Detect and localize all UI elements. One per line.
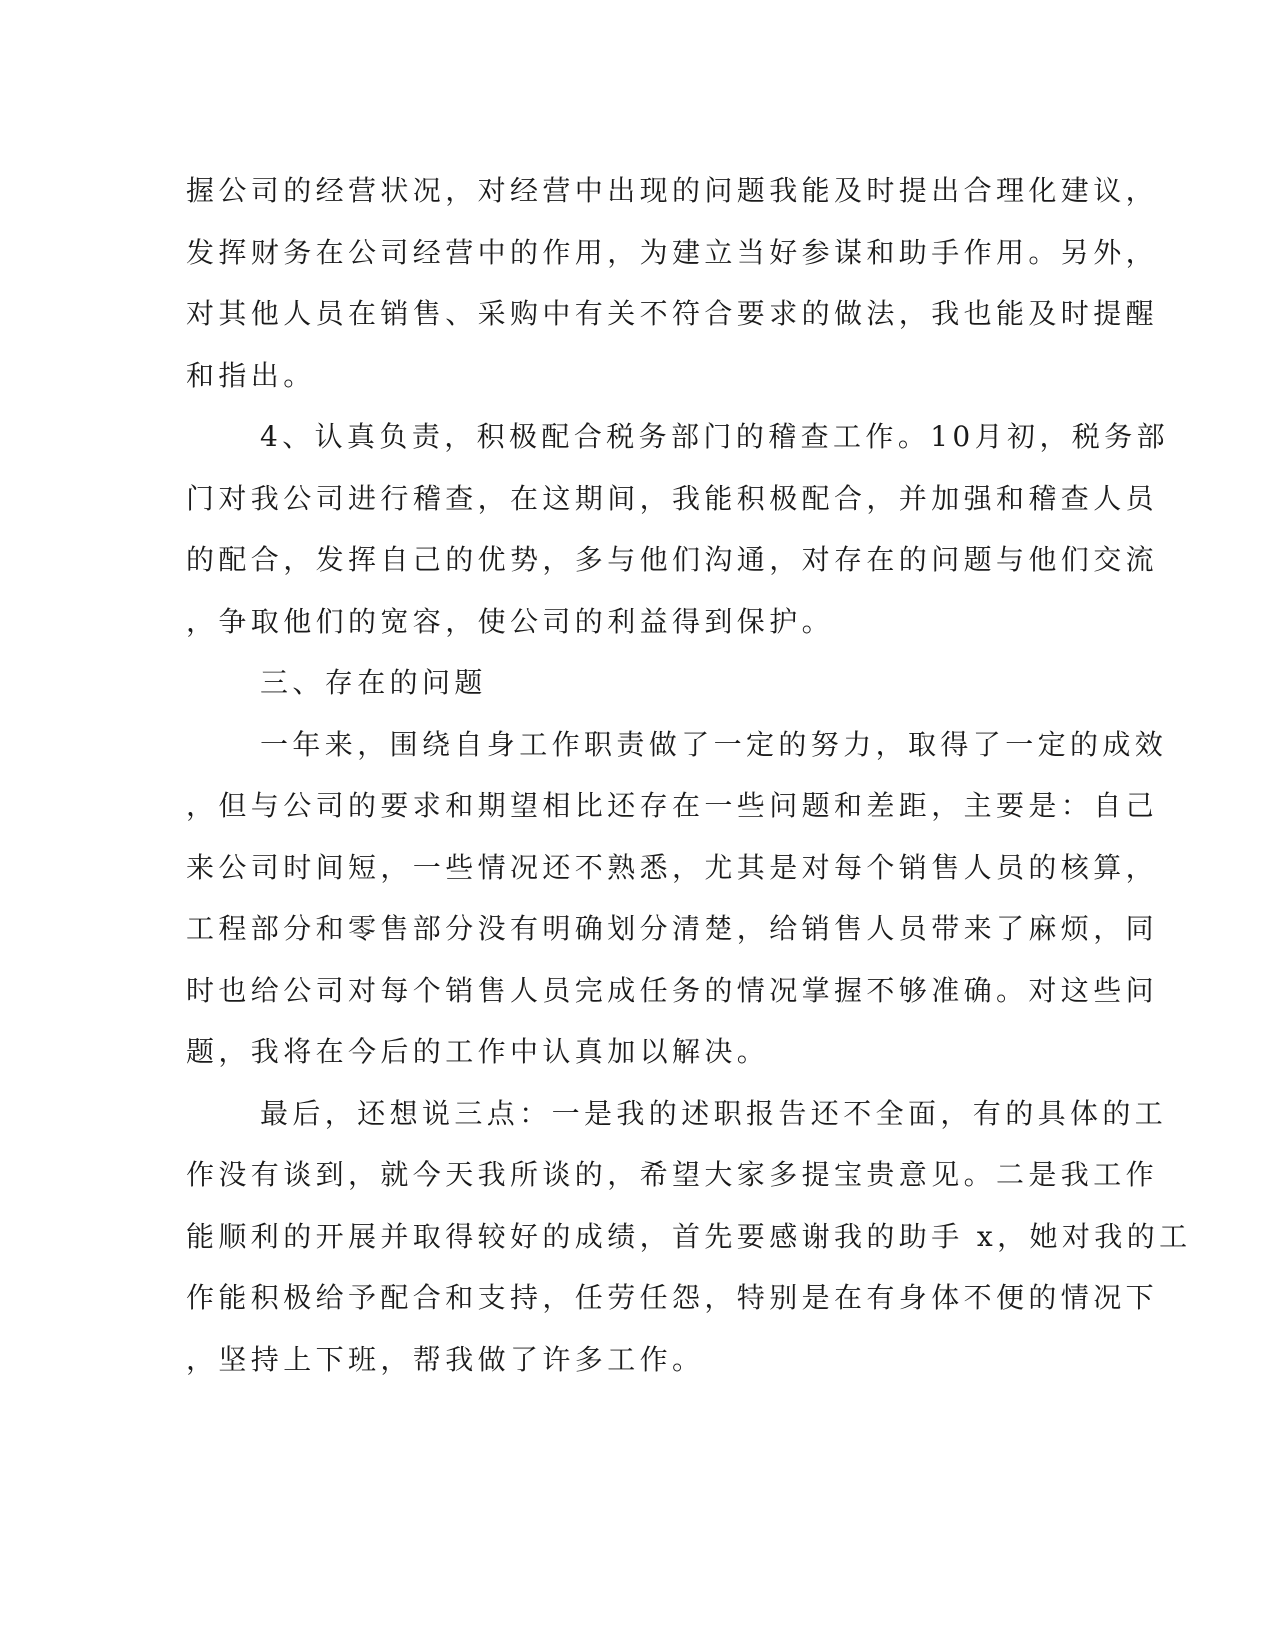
paragraph	[186, 1083, 1192, 1391]
paragraph	[186, 406, 1170, 652]
text-line: 对其他人员在销售、采购中有关不符合要求的做法，我也能及时提醒	[186, 297, 1159, 330]
text-line: 最后，还想说三点：一是我的述职报告还不全面，有的具体的工	[260, 1096, 1168, 1130]
paragraph	[186, 160, 1159, 406]
text-line: ，争取他们的宽容，使公司的利益得到保护。	[186, 604, 835, 638]
text-line: 门对我公司进行稽查，在这期间，我能积极配合，并加强和稽查人员	[186, 481, 1159, 515]
text-line: 能顺利的开展并取得较好的成绩，首先要感谢我的助手 x，她对我的工	[186, 1219, 1192, 1253]
section-heading	[186, 652, 1066, 714]
paragraph	[186, 714, 1168, 1083]
text-line: 和指出。	[186, 358, 316, 392]
text-line: ，坚持上下班，帮我做了许多工作。	[186, 1342, 705, 1376]
text-line: 作没有谈到，就今天我所谈的，希望大家多提宝贵意见。二是我工作	[186, 1158, 1159, 1191]
text-line: 作能积极给予配合和支持，任劳任怨，特别是在有身体不便的情况下	[186, 1281, 1159, 1314]
text-line: 时也给公司对每个销售人员完成任务的情况掌握不够准确。对这些问	[186, 973, 1159, 1007]
text-line: 握公司的经营状况，对经营中出现的问题我能及时提出合理化建议，	[186, 174, 1159, 207]
text-line: 题，我将在今后的工作中认真加以解决。	[186, 1035, 770, 1068]
text-line: ，但与公司的要求和期望相比还存在一些问题和差距，主要是：自己	[186, 789, 1159, 822]
text-line: 工程部分和零售部分没有明确划分清楚，给销售人员带来了麻烦，同	[186, 912, 1159, 945]
text-line: 的配合，发挥自己的优势，多与他们沟通，对存在的问题与他们交流	[186, 543, 1159, 576]
text-line: 一年来，围绕自身工作职责做了一定的努力，取得了一定的成效	[260, 727, 1168, 761]
text-line: 发挥财务在公司经营中的作用，为建立当好参谋和助手作用。另外，	[186, 235, 1159, 269]
document-body	[186, 160, 1192, 1390]
text-line: 来公司时间短，一些情况还不熟悉，尤其是对每个销售人员的核算，	[186, 850, 1159, 884]
heading-line: 三、存在的问题	[260, 666, 487, 699]
text-line: 4、认真负责，积极配合税务部门的稽查工作。10月初，税务部	[260, 420, 1170, 453]
